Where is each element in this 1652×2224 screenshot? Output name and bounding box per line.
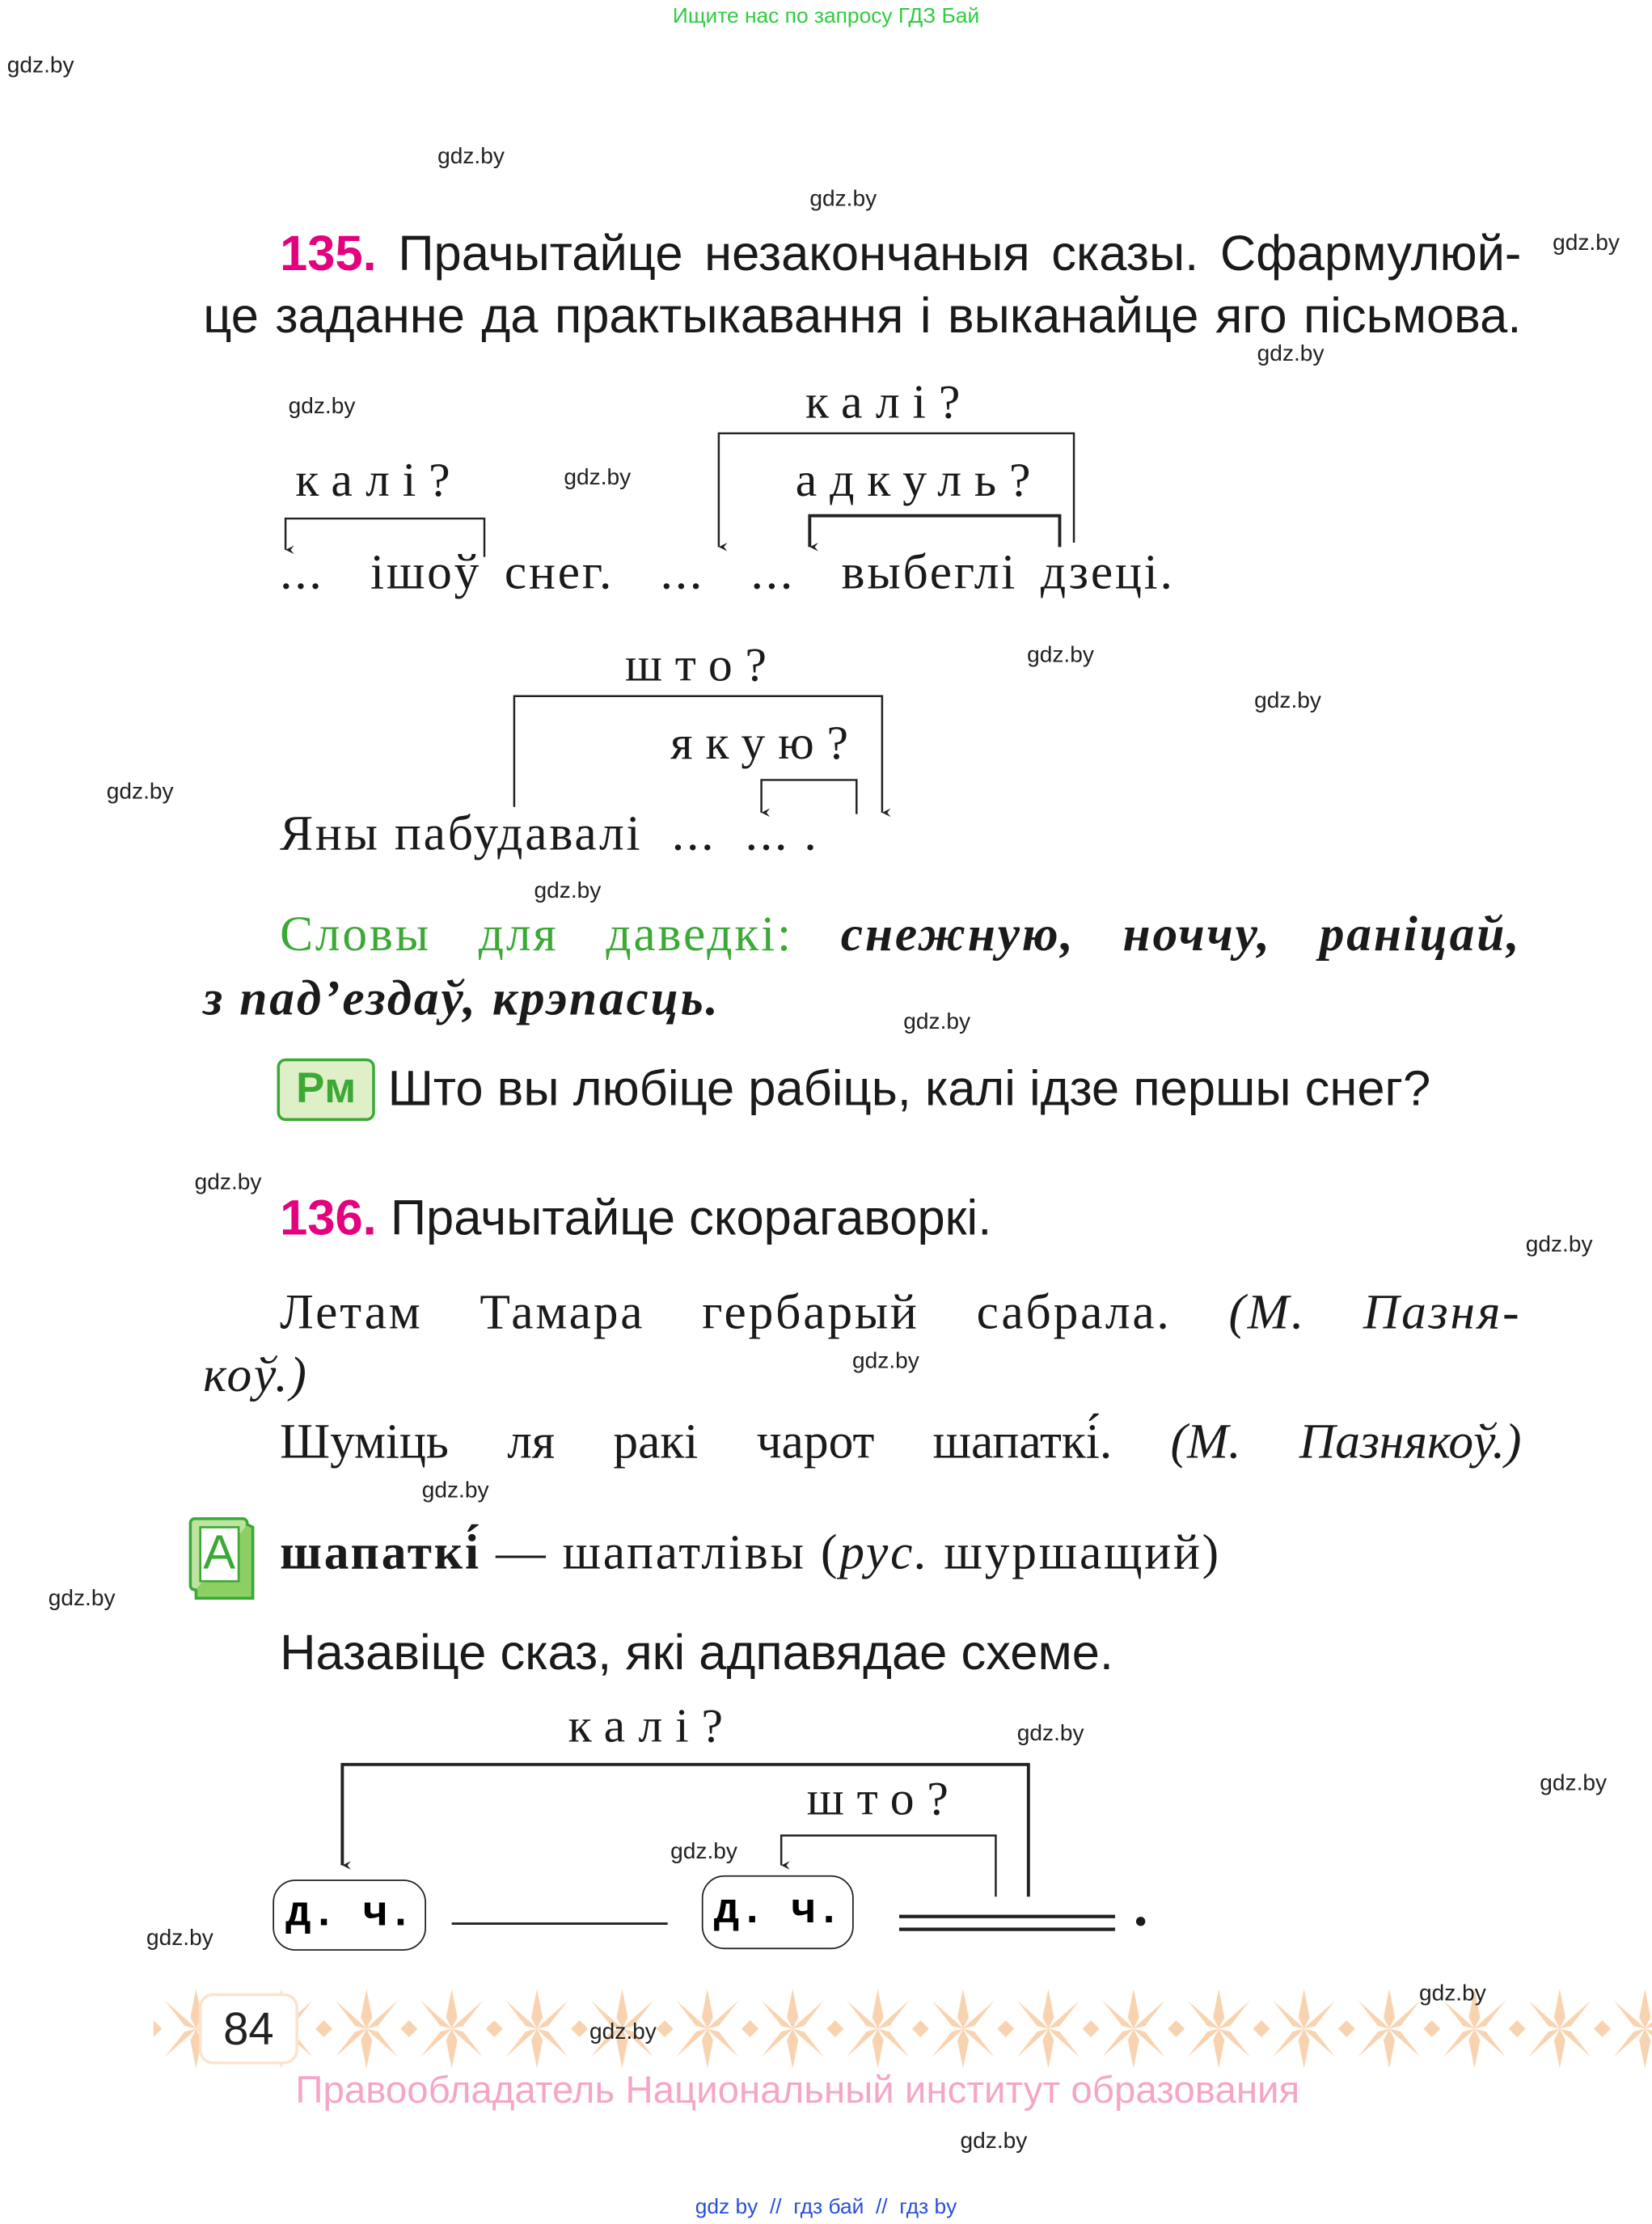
watermark: gdz.by	[1553, 231, 1620, 256]
watermark: gdz.by	[670, 1839, 737, 1864]
arrow-connector	[285, 518, 484, 556]
author: коў.)	[203, 1347, 309, 1402]
watermark: gdz.by	[6, 53, 74, 78]
exercise-instruction: Прачытайце скорагаворкі.	[390, 1190, 992, 1246]
tongue-twister-text: Шуміць ля ракі чарот шапаткі́.	[280, 1413, 1113, 1469]
watermark: gdz.by	[1418, 1981, 1486, 2006]
question-label: што?	[806, 1773, 961, 1826]
watermark: gdz.by	[106, 780, 174, 805]
language-abbr: рус.	[839, 1524, 930, 1580]
author: (М. Пазня-	[1228, 1284, 1522, 1340]
discussion-question: Што вы любіце рабіць, калі ідзе першы снег?	[387, 1061, 1431, 1117]
watermark: gdz.by	[1540, 1771, 1608, 1796]
exercise-number: 135.	[280, 226, 377, 281]
exercise-instruction: Прачытайце незакончаныя сказы. Сфармулюй-	[398, 226, 1522, 281]
watermark: gdz.by	[809, 187, 877, 212]
watermark: gdz.by	[437, 145, 505, 170]
watermark: gdz.by	[960, 2129, 1028, 2154]
watermark: gdz.by	[852, 1349, 919, 1374]
hint-words: снежную, ноччу, раніцай,	[840, 906, 1522, 962]
arrow-connector	[809, 516, 1059, 548]
author: (М. Пазнякоў.)	[1170, 1413, 1522, 1469]
definition: шуршащий)	[929, 1524, 1221, 1580]
question-label: калі?	[568, 1700, 736, 1753]
copyright-notice: Правообладатель Национальный институт образования	[295, 2068, 1300, 2112]
arrow-connector	[762, 780, 857, 814]
badge-label: Рм	[296, 1065, 357, 1113]
dictionary-letter: А	[203, 1525, 236, 1580]
question-label: адкуль?	[795, 455, 1044, 508]
page-number: 84	[223, 2002, 274, 2054]
question-label: калі?	[295, 455, 463, 508]
dash: —	[496, 1524, 548, 1580]
arrow-connector	[719, 433, 1074, 548]
exercise-number: 136.	[280, 1190, 377, 1246]
hint-words: з пад’ездаў, крэпасць.	[203, 970, 720, 1026]
arrow-connector	[514, 696, 882, 813]
watermark: gdz.by	[288, 395, 356, 420]
watermark: gdz.by	[564, 466, 632, 491]
tongue-twister-text: Летам Тамара гербарый сабрала.	[280, 1284, 1172, 1340]
question-label: калі?	[805, 376, 974, 429]
watermark: gdz.by	[146, 1926, 213, 1951]
arrow-connector	[342, 1765, 1028, 1896]
question-label: што?	[624, 639, 780, 692]
hint-label: Словы для даведкі:	[280, 906, 793, 962]
watermark: gdz.by	[48, 1587, 116, 1612]
top-banner[interactable]: Ищите нас по запросу ГДЗ Бай	[672, 4, 980, 29]
watermark: gdz.by	[421, 1478, 489, 1503]
sentence-end-dot: .	[1133, 1874, 1148, 1939]
adverbial-box: д. ч.	[273, 1879, 426, 1951]
question-label: якую?	[670, 717, 861, 771]
watermark: gdz.by	[1254, 688, 1321, 713]
watermark: gdz.by	[1016, 1722, 1084, 1746]
adverbial-box: д. ч.	[702, 1875, 854, 1949]
watermark: gdz.by	[194, 1170, 262, 1195]
watermark: gdz.by	[534, 879, 602, 904]
watermark: gdz.by	[1525, 1233, 1593, 1258]
dictionary-word: шапаткі́	[280, 1524, 481, 1580]
watermark: gdz.by	[1027, 643, 1094, 668]
watermark: gdz.by	[903, 1010, 971, 1034]
footer-links[interactable]: gdz by // гдз бай // гдз by	[695, 2195, 957, 2219]
incomplete-sentence: Яны пабудавалі ... ... .	[280, 805, 819, 861]
exercise-135-line2: це заданне да практыкавання і выканайце яго пісьмова.	[203, 288, 1522, 345]
watermark: gdz.by	[1257, 342, 1325, 367]
definition: шапатлівы (	[562, 1524, 840, 1580]
scheme-task: Назавіце сказ, які адпавядае схеме.	[280, 1625, 1114, 1681]
page-number-box	[199, 1994, 298, 2065]
incomplete-sentence: ... ішоў снег. ... ... выбеглі дзеці.	[280, 543, 1175, 600]
watermark: gdz.by	[589, 2020, 657, 2044]
arrow-connector	[781, 1836, 995, 1897]
